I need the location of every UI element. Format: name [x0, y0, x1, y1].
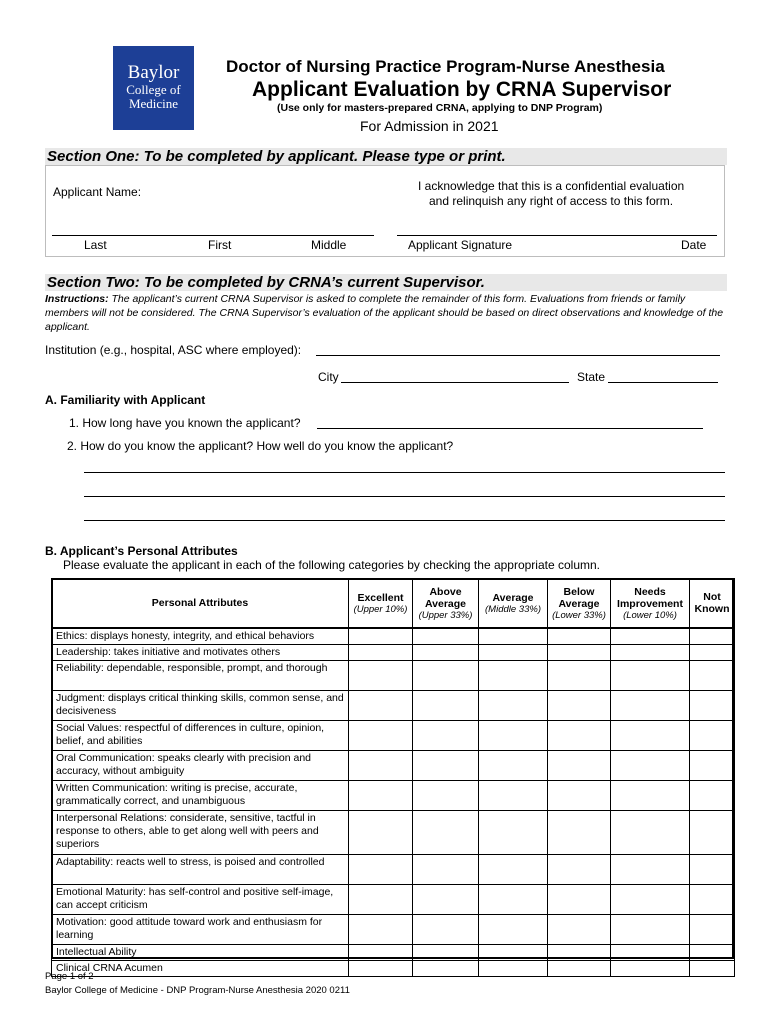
rating-checkbox-cell[interactable] — [690, 628, 735, 645]
part-b-instruction: Please evaluate the applicant in each of the following categories by checking the appropriate column. — [63, 558, 601, 572]
section-one-heading: Section One: To be completed by applicant. Please type or print. — [45, 148, 727, 165]
rating-checkbox-cell[interactable] — [690, 751, 735, 781]
rating-checkbox-cell[interactable] — [479, 945, 548, 961]
rating-checkbox-cell[interactable] — [548, 661, 611, 691]
rating-checkbox-cell[interactable] — [690, 961, 735, 977]
rating-checkbox-cell[interactable] — [413, 855, 479, 885]
table-header-row — [52, 579, 735, 629]
table-row — [52, 628, 735, 645]
rating-checkbox-cell[interactable] — [690, 645, 735, 661]
rating-checkbox-cell[interactable] — [413, 751, 479, 781]
rating-checkbox-cell[interactable] — [413, 781, 479, 811]
rating-checkbox-cell[interactable] — [349, 915, 413, 945]
attribute-label: Leadership: takes initiative and motivates others — [52, 645, 349, 661]
question-2: 2. How do you know the applicant? How well do you know the applicant? — [67, 439, 454, 453]
table-row — [52, 661, 735, 691]
attribute-label: Judgment: displays critical thinking skills, common sense, and decisiveness — [52, 691, 349, 721]
rating-checkbox-cell[interactable] — [349, 885, 413, 915]
rating-checkbox-cell[interactable] — [479, 628, 548, 645]
rating-checkbox-cell[interactable] — [690, 721, 735, 751]
question-2-answer-line-3[interactable] — [84, 520, 725, 521]
rating-checkbox-cell[interactable] — [413, 721, 479, 751]
rating-checkbox-cell[interactable] — [349, 781, 413, 811]
middle-label: Middle — [311, 238, 347, 252]
rating-checkbox-cell[interactable] — [690, 691, 735, 721]
rating-checkbox-cell[interactable] — [548, 885, 611, 915]
table-row — [52, 721, 735, 751]
program-title: Doctor of Nursing Practice Program-Nurse Anesthesia — [226, 57, 665, 76]
rating-checkbox-cell[interactable] — [611, 691, 690, 721]
rating-checkbox-cell[interactable] — [690, 885, 735, 915]
institution-field[interactable] — [316, 355, 720, 356]
rating-checkbox-cell[interactable] — [479, 781, 548, 811]
rating-checkbox-cell[interactable] — [548, 751, 611, 781]
form-note: (Use only for masters-prepared CRNA, applying to DNP Program) — [277, 102, 603, 114]
rating-checkbox-cell[interactable] — [479, 885, 548, 915]
applicant-name-field[interactable] — [52, 235, 374, 236]
signature-label: Applicant Signature — [408, 238, 513, 252]
rating-checkbox-cell[interactable] — [349, 645, 413, 661]
rating-checkbox-cell[interactable] — [479, 855, 548, 885]
table-row — [52, 781, 735, 811]
rating-checkbox-cell[interactable] — [479, 961, 548, 977]
rating-checkbox-cell[interactable] — [611, 811, 690, 855]
instructions-text: The applicant’s current CRNA Supervisor is asked to complete the remainder of this form. Evaluations from friends or family members will not be considered. The CRNA Supervisor’s evaluation of the applicant should be based on direct observations and knowledge of the applicant. — [45, 293, 724, 333]
logo-line-3: Medicine — [128, 96, 179, 111]
rating-checkbox-cell[interactable] — [413, 645, 479, 661]
baylor-logo — [113, 46, 194, 130]
table-row — [52, 945, 735, 961]
city-label: City — [318, 370, 339, 384]
rating-checkbox-cell[interactable] — [611, 645, 690, 661]
logo-line-2: College of — [126, 82, 181, 97]
rating-checkbox-cell[interactable] — [611, 781, 690, 811]
applicant-signature-field[interactable] — [397, 235, 717, 236]
rating-checkbox-cell[interactable] — [413, 915, 479, 945]
rating-checkbox-cell[interactable] — [611, 885, 690, 915]
table-row — [52, 691, 735, 721]
acknowledge-line-2: and relinquish any right of access to this form. — [429, 194, 674, 208]
rating-checkbox-cell[interactable] — [479, 645, 548, 661]
rating-checkbox-cell[interactable] — [548, 945, 611, 961]
part-a-heading: A. Familiarity with Applicant — [45, 393, 206, 407]
rating-checkbox-cell[interactable] — [690, 915, 735, 945]
rating-checkbox-cell[interactable] — [611, 915, 690, 945]
column-header: Needs Improvement (Lower 10%) — [611, 579, 690, 629]
rating-checkbox-cell[interactable] — [413, 661, 479, 691]
rating-checkbox-cell[interactable] — [548, 781, 611, 811]
rating-checkbox-cell[interactable] — [413, 885, 479, 915]
rating-checkbox-cell[interactable] — [548, 811, 611, 855]
rating-checkbox-cell[interactable] — [413, 945, 479, 961]
rating-checkbox-cell[interactable] — [548, 721, 611, 751]
city-field[interactable] — [341, 382, 569, 383]
attribute-label: Emotional Maturity: has self-control and positive self-image, can accept criticism — [52, 885, 349, 915]
table-row — [52, 885, 735, 915]
rating-checkbox-cell[interactable] — [479, 691, 548, 721]
admission-year: For Admission in 2021 — [360, 118, 499, 134]
rating-checkbox-cell[interactable] — [349, 855, 413, 885]
instructions-label: Instructions: — [45, 293, 109, 305]
rating-checkbox-cell[interactable] — [479, 721, 548, 751]
page-number: Page 1 of 2 — [45, 971, 94, 982]
attribute-label: Oral Communication: speaks clearly with precision and accuracy, without ambiguity — [52, 751, 349, 781]
first-label: First — [208, 238, 232, 252]
question-2-answer-line-2[interactable] — [84, 496, 725, 497]
rating-checkbox-cell[interactable] — [479, 661, 548, 691]
rating-checkbox-cell[interactable] — [611, 751, 690, 781]
rating-checkbox-cell[interactable] — [611, 721, 690, 751]
column-header: Excellent (Upper 10%) — [349, 579, 413, 629]
rating-checkbox-cell[interactable] — [349, 691, 413, 721]
rating-checkbox-cell[interactable] — [611, 855, 690, 885]
column-header: Personal Attributes — [52, 579, 349, 629]
question-1: 1. How long have you known the applicant? — [69, 416, 301, 430]
instructions — [45, 292, 730, 334]
column-header: Below Average (Lower 33%) — [548, 579, 611, 629]
question-2-answer-line-1[interactable] — [84, 472, 725, 473]
attribute-label: Ethics: displays honesty, integrity, and ethical behaviors — [52, 628, 349, 645]
form-title: Applicant Evaluation by CRNA Supervisor — [252, 78, 672, 101]
rating-checkbox-cell[interactable] — [349, 751, 413, 781]
column-header: Above Average (Upper 33%) — [413, 579, 479, 629]
rating-checkbox-cell[interactable] — [349, 961, 413, 977]
rating-checkbox-cell[interactable] — [611, 945, 690, 961]
rating-checkbox-cell[interactable] — [413, 961, 479, 977]
table-row — [52, 751, 735, 781]
rating-checkbox-cell[interactable] — [611, 961, 690, 977]
section-two-heading: Section Two: To be completed by CRNA’s current Supervisor. — [45, 274, 727, 291]
rating-checkbox-cell[interactable] — [349, 721, 413, 751]
rating-checkbox-cell[interactable] — [349, 945, 413, 961]
rating-checkbox-cell[interactable] — [413, 691, 479, 721]
rating-checkbox-cell[interactable] — [548, 855, 611, 885]
rating-checkbox-cell[interactable] — [349, 628, 413, 645]
state-label: State — [577, 370, 606, 384]
document-id: Baylor College of Medicine - DNP Program-Nurse Anesthesia 2020 0211 — [45, 985, 350, 996]
table-row — [52, 915, 735, 945]
rating-checkbox-cell[interactable] — [690, 811, 735, 855]
rating-checkbox-cell[interactable] — [349, 661, 413, 691]
part-b-heading: B. Applicant’s Personal Attributes — [45, 544, 238, 558]
applicant-name-label: Applicant Name: — [53, 185, 142, 199]
table-row — [52, 645, 735, 661]
rating-checkbox-cell[interactable] — [690, 945, 735, 961]
attribute-label: Intellectual Ability — [52, 945, 349, 961]
state-field[interactable] — [608, 382, 718, 383]
rating-checkbox-cell[interactable] — [413, 811, 479, 855]
rating-checkbox-cell[interactable] — [690, 855, 735, 885]
attribute-label: Reliability: dependable, responsible, prompt, and thorough — [52, 661, 349, 691]
rating-checkbox-cell[interactable] — [611, 661, 690, 691]
question-1-answer-field[interactable] — [317, 428, 703, 429]
logo-line-1: Baylor — [127, 62, 180, 83]
table-row — [52, 855, 735, 885]
attribute-label: Social Values: respectful of differences in culture, opinion, belief, and abilities — [52, 721, 349, 751]
rating-checkbox-cell[interactable] — [548, 691, 611, 721]
rating-checkbox-cell[interactable] — [611, 628, 690, 645]
institution-label: Institution (e.g., hospital, ASC where employed): — [45, 343, 302, 357]
rating-checkbox-cell[interactable] — [479, 751, 548, 781]
rating-checkbox-cell[interactable] — [479, 915, 548, 945]
date-label: Date — [681, 238, 707, 252]
table-row — [52, 961, 735, 977]
rating-checkbox-cell[interactable] — [690, 661, 735, 691]
table-row — [52, 811, 735, 855]
acknowledge-line-1: I acknowledge that this is a confidential evaluation — [418, 179, 685, 193]
attribute-label: Adaptability: reacts well to stress, is poised and controlled — [52, 855, 349, 885]
last-label: Last — [84, 238, 107, 252]
rating-checkbox-cell[interactable] — [690, 781, 735, 811]
rating-checkbox-cell[interactable] — [548, 645, 611, 661]
rating-checkbox-cell[interactable] — [413, 628, 479, 645]
attribute-label: Interpersonal Relations: considerate, sensitive, tactful in response to others, able to get along well with peers and superiors — [52, 811, 349, 855]
rating-checkbox-cell[interactable] — [548, 961, 611, 977]
rating-checkbox-cell[interactable] — [479, 811, 548, 855]
personal-attributes-table — [51, 578, 735, 977]
column-header: Not Known — [690, 579, 735, 629]
rating-checkbox-cell[interactable] — [349, 811, 413, 855]
attribute-label: Clinical CRNA Acumen — [52, 961, 349, 977]
column-header: Average (Middle 33%) — [479, 579, 548, 629]
attribute-label: Motivation: good attitude toward work and enthusiasm for learning — [52, 915, 349, 945]
attribute-label: Written Communication: writing is precise, accurate, grammatically correct, and unambiguous — [52, 781, 349, 811]
rating-checkbox-cell[interactable] — [548, 628, 611, 645]
rating-checkbox-cell[interactable] — [548, 915, 611, 945]
